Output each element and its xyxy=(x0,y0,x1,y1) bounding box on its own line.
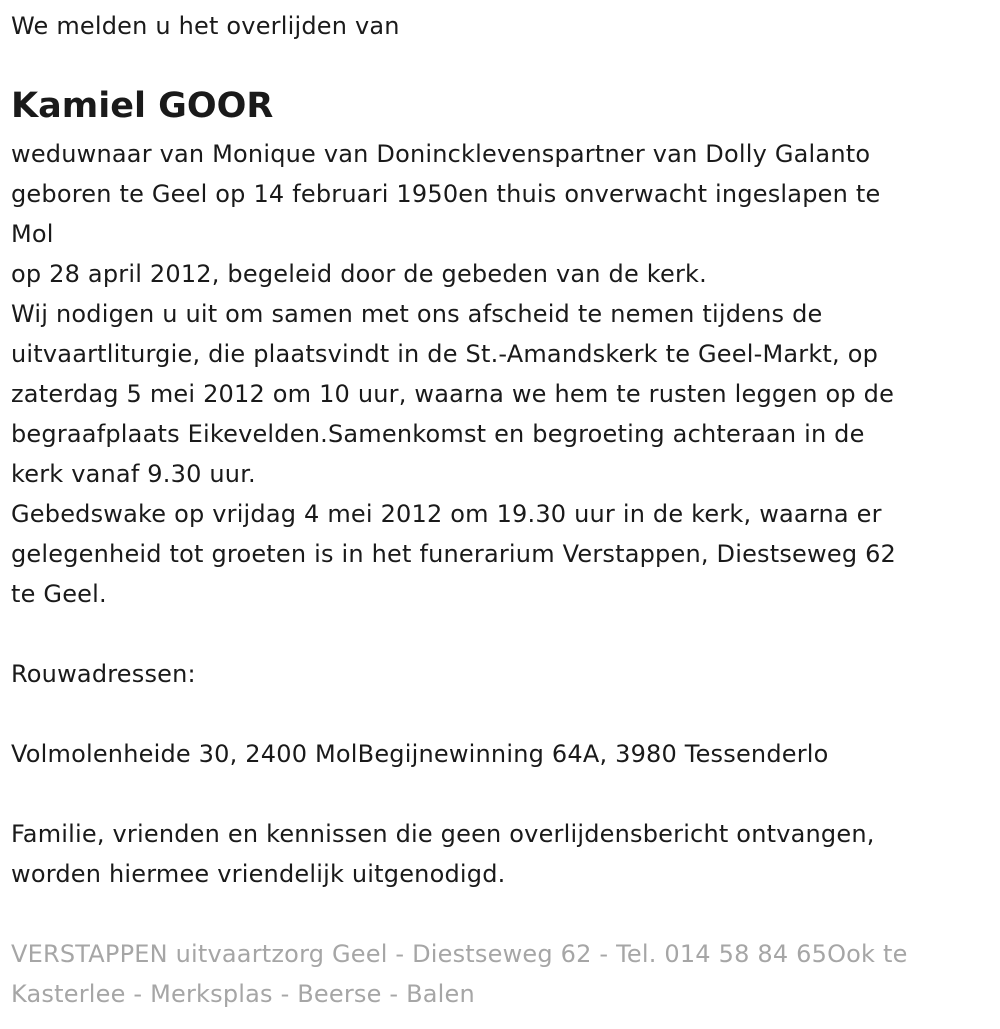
body-line: weduwnaar van Monique van Donincklevenspartner van Dolly Galanto xyxy=(11,140,871,168)
body-line: te Geel. xyxy=(11,580,107,608)
invitation-line: worden hiermee vriendelijk uitgenodigd. xyxy=(11,860,506,888)
body-line: zaterdag 5 mei 2012 om 10 uur, waarna we hem te rusten leggen op de xyxy=(11,380,895,408)
body-line: uitvaartliturgie, die plaatsvindt in de St.-Amandskerk te Geel-Markt, op xyxy=(11,340,879,368)
obituary-body xyxy=(11,134,991,894)
addresses-label: Rouwadressen: xyxy=(11,660,196,688)
body-line: gelegenheid tot groeten is in het funerarium Verstappen, Diestseweg 62 xyxy=(11,540,897,568)
spacer xyxy=(11,694,991,734)
body-line: Mol xyxy=(11,220,54,248)
body-line: op 28 april 2012, begeleid door de gebeden van de kerk. xyxy=(11,260,707,288)
invitation-line: Familie, vrienden en kennissen die geen overlijdensbericht ontvangen, xyxy=(11,820,875,848)
spacer xyxy=(11,774,991,814)
footer-line: VERSTAPPEN uitvaartzorg Geel - Diestseweg 62 - Tel. 014 58 84 65Ook te xyxy=(11,940,908,968)
intro-text: We melden u het overlijden van xyxy=(11,12,400,40)
body-line: begraafplaats Eikevelden.Samenkomst en begroeting achteraan in de xyxy=(11,420,865,448)
body-line: Gebedswake op vrijdag 4 mei 2012 om 19.30 uur in de kerk, waarna er xyxy=(11,500,882,528)
deceased-name: Kamiel GOOR xyxy=(11,86,274,126)
body-line: kerk vanaf 9.30 uur. xyxy=(11,460,256,488)
spacer xyxy=(11,614,991,654)
funeral-home-footer xyxy=(11,934,991,1014)
footer-line: Kasterlee - Merksplas - Beerse - Balen xyxy=(11,980,475,1008)
body-line: geboren te Geel op 14 februari 1950en thuis onverwacht ingeslapen te xyxy=(11,180,881,208)
addresses: Volmolenheide 30, 2400 MolBegijnewinning 64A, 3980 Tessenderlo xyxy=(11,740,829,768)
body-line: Wij nodigen u uit om samen met ons afscheid te nemen tijdens de xyxy=(11,300,823,328)
